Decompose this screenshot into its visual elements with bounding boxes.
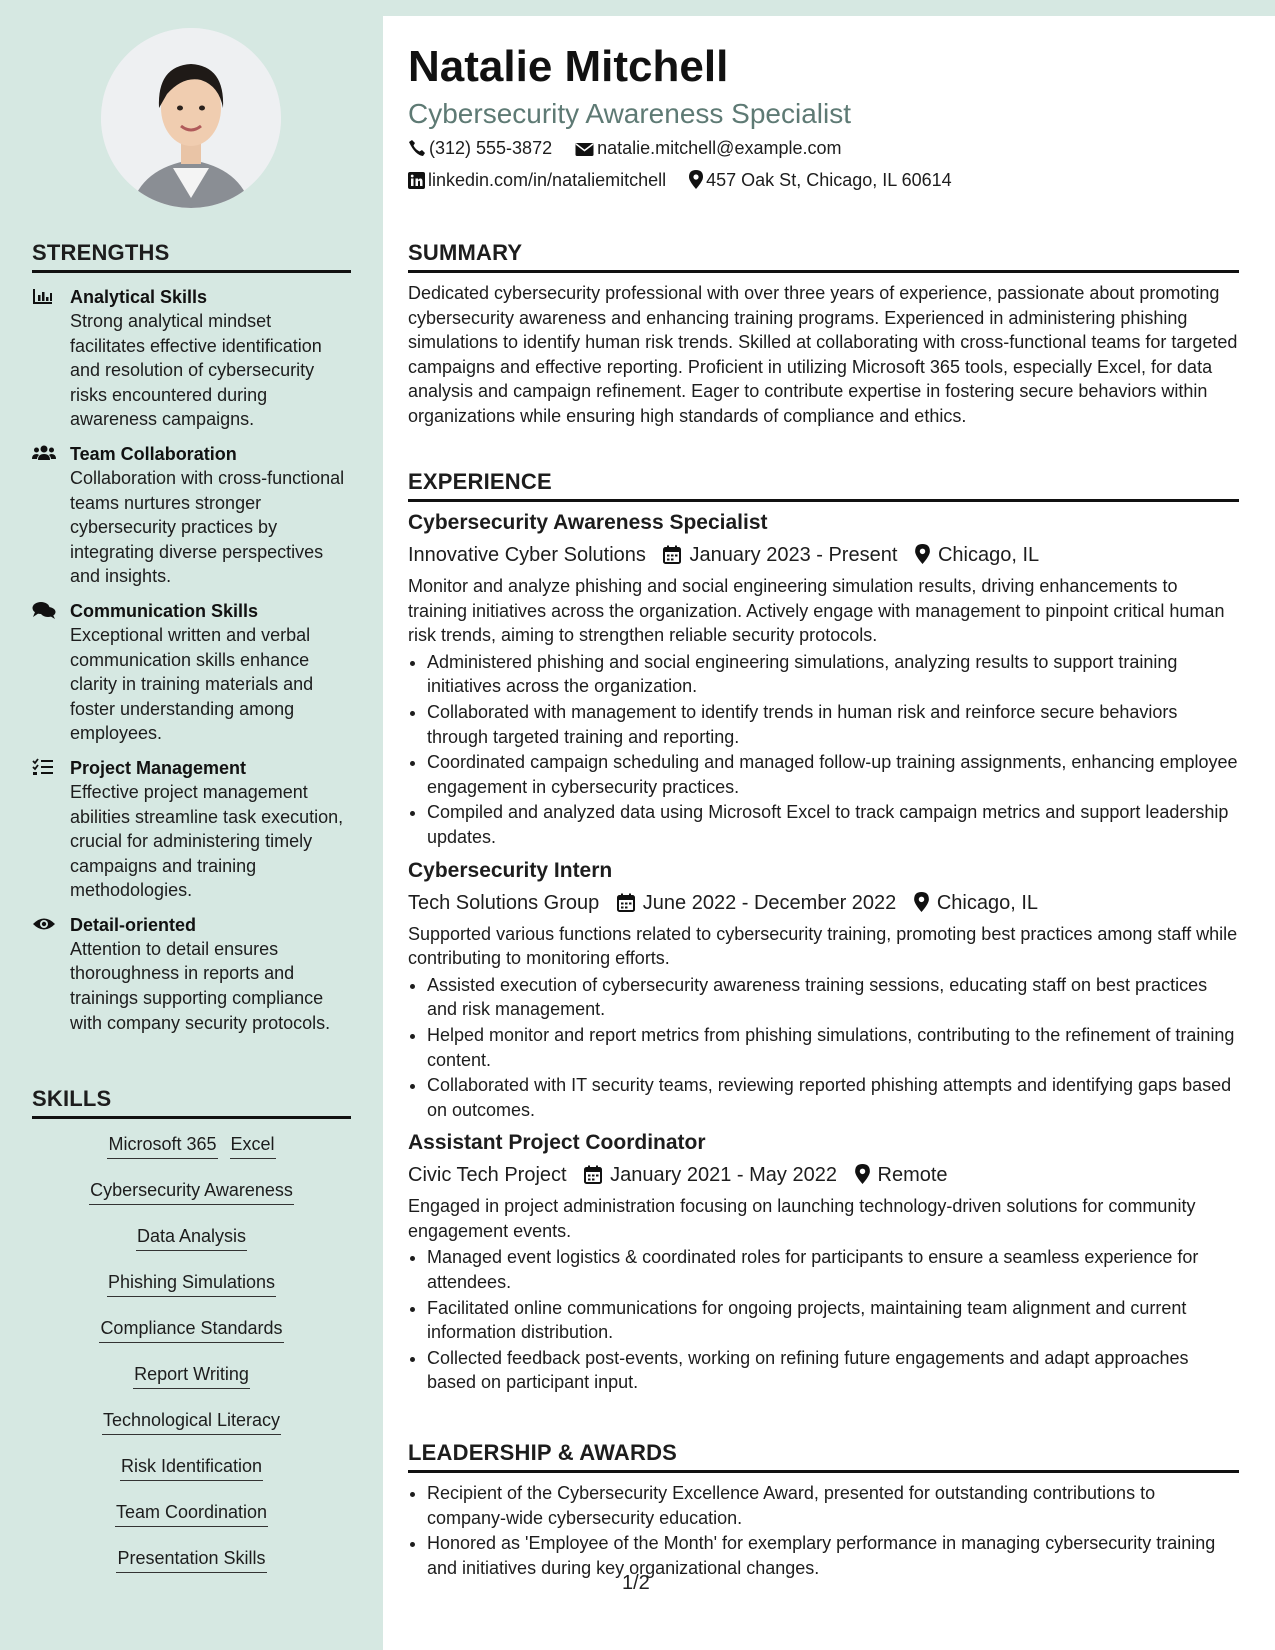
contact-line-1: [408, 132, 1239, 164]
page-number: 1/2: [622, 1572, 650, 1594]
strength-item: [32, 599, 351, 746]
awards-title: LEADERSHIP & AWARDS: [408, 1440, 1239, 1473]
job-description: Monitor and analyze phishing and social engineering simulation results, driving enhancements to training initiatives across the organization. Actively engage with management to pinpoint critical human risk trends, aiming to strengthen reliable security protocols.: [408, 576, 1225, 646]
skill-tag: Risk Identification: [120, 1455, 263, 1481]
bar-chart-icon: [32, 287, 56, 307]
candidate-name: Natalie Mitchell: [408, 42, 729, 91]
strength-item: [32, 756, 351, 903]
job-entry: [408, 508, 1239, 850]
strength-desc: Effective project management abilities streamline task execution, crucial for administering timely campaigns and training methodologies.: [70, 781, 344, 901]
skill-tag: Excel: [230, 1133, 276, 1159]
job-bullets: [408, 973, 1239, 1123]
strength-item: [32, 285, 351, 432]
skill-tag: Microsoft 365: [107, 1133, 217, 1159]
contact-phone: [408, 138, 557, 158]
job-company: Tech Solutions Group: [408, 891, 600, 914]
skill-tag: Presentation Skills: [116, 1547, 266, 1573]
calendar-icon: [584, 1165, 602, 1184]
email-text: natalie.mitchell@example.com: [597, 138, 842, 158]
skill-tag: Technological Literacy: [102, 1409, 281, 1435]
strength-item: [32, 913, 351, 1035]
top-band: [383, 0, 1275, 16]
job-bullet: • Administered phishing and social engineering simulations, analyzing results to support training initiatives across the organization.: [427, 650, 1239, 699]
job-dates: January 2023 - Present: [689, 544, 898, 566]
job-title: Cybersecurity Intern: [408, 858, 613, 882]
skill-tag: Cybersecurity Awareness: [89, 1179, 294, 1205]
job-title: Assistant Project Coordinator: [408, 1131, 706, 1155]
summary-title: SUMMARY: [408, 240, 1239, 273]
job-entry: [408, 856, 1239, 1123]
job-location: Chicago, IL: [936, 891, 1039, 914]
strength-desc: Exceptional written and verbal communication skills enhance clarity in training materials and foster understanding among employees.: [70, 624, 314, 744]
skill-tag: Team Coordination: [115, 1501, 268, 1527]
strength-name: Project Management: [70, 757, 247, 778]
job-meta: [408, 888, 1239, 918]
award-item: • Recipient of the Cybersecurity Excellence Award, presented for outstanding contributions to company-wide cybersecurity education.: [427, 1481, 1239, 1530]
job-bullet: • Compiled and analyzed data using Microsoft Excel to track campaign metrics and support leadership updates.: [427, 800, 1239, 849]
job-bullet: • Collected feedback post-events, working on refining future engagements and adapt approaches based on participant input.: [427, 1346, 1239, 1395]
linkedin-text: linkedin.com/in/nataliemitchell: [428, 170, 667, 190]
comments-icon: [32, 601, 56, 621]
contact-address: [689, 170, 952, 190]
skills-section: [32, 1086, 351, 1593]
job-bullet: • Collaborated with IT security teams, reviewing reported phishing attempts and identifying gaps based on outcomes.: [427, 1073, 1239, 1122]
strength-name: Analytical Skills: [70, 287, 208, 307]
job-bullet: • Helped monitor and report metrics from phishing simulations, contributing to the refinement of training content.: [427, 1023, 1239, 1072]
map-pin-icon: [915, 544, 930, 564]
users-icon: [32, 444, 56, 464]
summary-section: [408, 240, 1239, 429]
job-entry: [408, 1128, 1239, 1395]
job-description: Supported various functions related to cybersecurity training, promoting best practices among staff while contributing to monitoring efforts.: [408, 923, 1238, 969]
strength-desc: Attention to detail ensures thoroughness in reports and trainings supporting compliance with company security protocols.: [70, 938, 331, 1033]
job-title: Cybersecurity Awareness Specialist: [408, 511, 768, 534]
strength-name: Team Collaboration: [70, 443, 237, 464]
awards-section: [408, 1440, 1239, 1581]
map-pin-icon: [855, 1164, 870, 1184]
envelope-icon: [575, 142, 594, 157]
job-company: Civic Tech Project: [408, 1164, 567, 1187]
contact-linkedin[interactable]: [408, 170, 671, 190]
calendar-icon: [663, 545, 681, 564]
skill-tag: Report Writing: [133, 1363, 250, 1389]
experience-section: [408, 469, 1239, 1396]
job-meta: [408, 540, 1239, 570]
strength-desc: Collaboration with cross-functional teams nurtures stronger cybersecurity practices by integrating diverse perspectives and insights.: [70, 467, 345, 587]
skill-tag: Compliance Standards: [99, 1317, 283, 1343]
award-item: • Honored as 'Employee of the Month' for exemplary performance in managing cybersecurity training and initiatives during key organizational changes.: [427, 1531, 1239, 1580]
map-pin-icon: [689, 170, 703, 189]
strengths-section: [32, 240, 351, 1035]
phone-text: (312) 555-3872: [429, 138, 553, 158]
job-location: Remote: [877, 1164, 948, 1187]
job-bullets: [408, 650, 1239, 850]
job-company: Innovative Cyber Solutions: [408, 544, 646, 566]
job-bullet: • Managed event logistics & coordinated roles for participants to ensure a seamless experience for attendees.: [427, 1245, 1239, 1294]
address-text: 457 Oak St, Chicago, IL 60614: [706, 170, 952, 190]
skills-list: [32, 1133, 351, 1593]
phone-icon: [408, 139, 426, 157]
strength-name: Communication Skills: [70, 600, 259, 621]
job-bullet: • Collaborated with management to identify trends in human risk and reinforce secure behaviors through targeted training and reporting.: [427, 700, 1239, 749]
job-description: Engaged in project administration focusing on launching technology-driven solutions for community engagement events.: [408, 1196, 1196, 1241]
candidate-role: Cybersecurity Awareness Specialist: [408, 98, 852, 129]
summary-text: Dedicated cybersecurity professional with over three years of experience, passionate about promoting cybersecurity awareness and enhancing training programs. Experienced in administering phishing simulations to identify human risk trends. Skilled at collaborating with cross-functional teams for targeted campaigns and effective reporting. Proficient in utilizing Microsoft 365 tools, especially Excel, for data analysis and campaign refinement. Eager to contribute expertise in fostering secure behaviors within organizations while ensuring high standards of compliance and ethics.: [408, 283, 1238, 426]
task-list-icon: [32, 758, 56, 778]
job-dates: June 2022 - December 2022: [642, 891, 897, 914]
job-location: Chicago, IL: [937, 544, 1040, 566]
strength-name: Detail-oriented: [70, 914, 197, 935]
job-bullets: [408, 1245, 1239, 1395]
strength-item: [32, 442, 351, 589]
eye-icon: [32, 915, 56, 935]
skill-tag: Data Analysis: [136, 1225, 247, 1251]
calendar-icon: [617, 893, 635, 912]
strength-desc: Strong analytical mindset facilitates effective identification and resolution of cybersecurity risks encountered during awareness campaigns.: [70, 311, 322, 430]
job-bullet: • Assisted execution of cybersecurity awareness training sessions, educating staff on best practices and risk management.: [427, 973, 1239, 1022]
linkedin-icon: [408, 172, 425, 189]
experience-title: EXPERIENCE: [408, 469, 1239, 502]
job-meta: [408, 1160, 1239, 1190]
header: [408, 38, 1239, 196]
skill-tag: Phishing Simulations: [107, 1271, 276, 1297]
strengths-title: STRENGTHS: [32, 240, 351, 273]
contact-line-2: [408, 164, 1239, 196]
job-bullet: • Facilitated online communications for ongoing projects, maintaining team alignment and current information distribution.: [427, 1296, 1239, 1345]
profile-photo: [101, 28, 281, 208]
job-dates: January 2021 - May 2022: [610, 1164, 837, 1187]
map-pin-icon: [914, 892, 929, 912]
job-bullet: • Coordinated campaign scheduling and managed follow-up training assignments, enhancing employee engagement in cybersecurity practices.: [427, 750, 1239, 799]
contact-email[interactable]: [575, 138, 841, 158]
skills-title: SKILLS: [32, 1086, 351, 1119]
awards-list: [408, 1481, 1239, 1580]
